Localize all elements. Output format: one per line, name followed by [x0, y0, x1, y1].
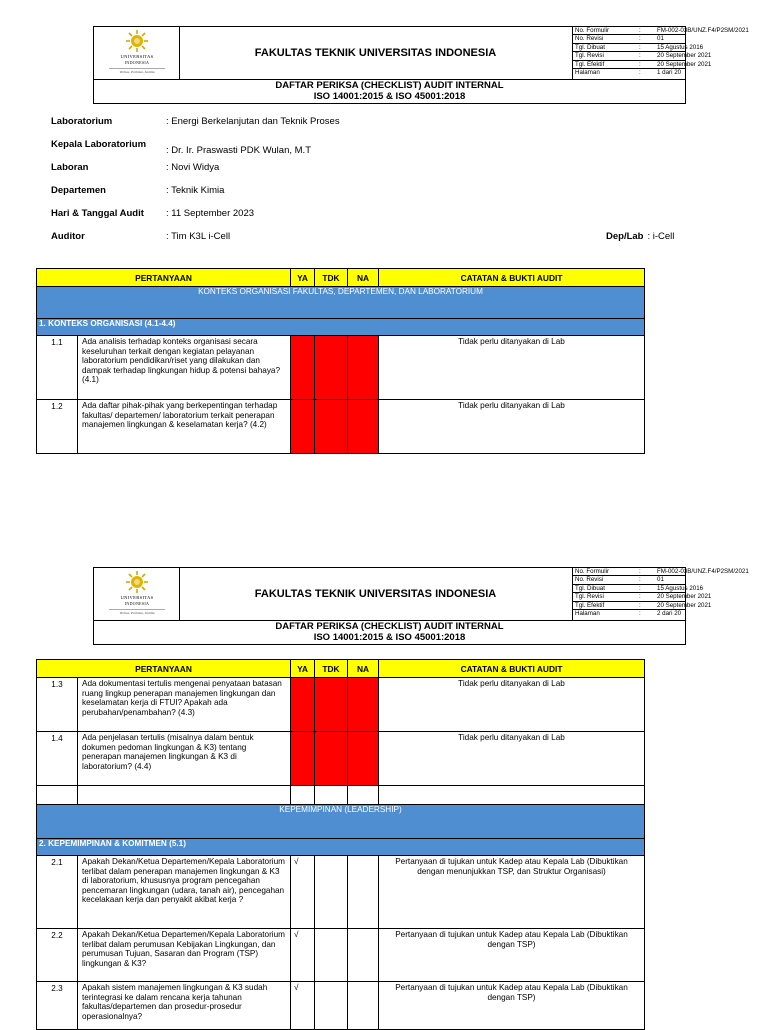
info-value: : Energi Berkelanjutan dan Teknik Proses — [166, 116, 340, 127]
meta-row: Tgl. Efektif : 20 September 2021 — [575, 60, 712, 68]
col-ya: YA — [291, 269, 315, 287]
col-catatan: CATATAN & BUKTI AUDIT — [379, 660, 645, 678]
question-text: Apakah Dekan/Ketua Departemen/Kepala Laboratorium terlibat dalam penerapan manajemen lingkungan & K3 di laboratorium, khususnya program pencegahan pencemaran lingkungan (udara, tanah air), pencegahan kecelakaan kerja dan penyakit akibat kerja ? — [78, 856, 291, 929]
col-tdk: TDK — [315, 269, 348, 287]
na-cell[interactable] — [348, 929, 379, 982]
tdk-cell[interactable] — [315, 336, 348, 400]
meta-row: Tgl. Dibuat : 15 Agustus 2016 — [575, 43, 704, 51]
logo-motto: Veritas, Probitas, Iustitia — [109, 609, 165, 615]
meta-row: Tgl. Dibuat : 15 Agustus 2016 — [575, 584, 704, 592]
meta-row: Tgl. Revisi : 20 September 2021 — [575, 52, 712, 60]
na-cell[interactable] — [348, 336, 379, 400]
audit-note[interactable]: Pertanyaan di tujukan untuk Kadep atau Kepala Lab (Dibuktikan dengan TSP) — [379, 982, 645, 1030]
meta-row: No. Revisi : 01 — [573, 576, 686, 584]
logo-text-line-1: UNIVERSITAS — [120, 595, 154, 600]
col-na: NA — [348, 269, 379, 287]
meta-row: No. Formulir : FM-002-03B/UNZ.F4/P2SM/2021 — [575, 27, 749, 34]
question-text: Ada penjelasan tertulis (misalnya dalam bentuk dokumen pedoman lingkungan & K3) tentang penerapan manajemen lingkungan & K3 di laboratorium? (4.4) — [78, 732, 291, 786]
info-label: Laboran — [51, 162, 89, 173]
ya-cell[interactable] — [291, 678, 315, 732]
meta-row: Tgl. Efektif : 20 September 2021 — [575, 601, 712, 609]
checklist-title-line-1: DAFTAR PERIKSA (CHECKLIST) AUDIT INTERNAL — [275, 80, 504, 91]
table-row — [37, 982, 645, 1030]
info-label: Hari & Tanggal Audit — [51, 208, 144, 219]
checklist-title-line-1: DAFTAR PERIKSA (CHECKLIST) AUDIT INTERNAL — [275, 621, 504, 632]
question-text: Ada daftar pihak-pihak yang berkepentingan terhadap fakultas/ departemen/ laboratorium terkait penerapan manajemen lingkungan & keselamatan kerja? (4.2) — [78, 400, 291, 454]
form-header-page-1 — [93, 26, 749, 104]
info-value: : Dr. Ir. Praswasti PDK Wulan, M.T — [166, 145, 311, 156]
tdk-cell[interactable] — [315, 929, 348, 982]
tdk-cell[interactable] — [315, 732, 348, 786]
table-row — [37, 336, 645, 400]
table-row — [37, 732, 645, 786]
col-pertanyaan: PERTANYAAN — [37, 660, 291, 678]
section-band: KONTEKS ORGANISASI FAKULTAS, DEPARTEMEN, DAN LABORATORIUM — [37, 287, 645, 319]
ya-check-mark[interactable]: √ — [291, 929, 315, 982]
info-label: Kepala Laboratorium — [51, 139, 147, 150]
empty-row — [37, 786, 645, 805]
table-row — [37, 678, 645, 732]
table-row — [37, 929, 645, 982]
na-cell[interactable] — [348, 856, 379, 929]
checklist-title-line-2: ISO 14001:2015 & ISO 45001:2018 — [313, 91, 466, 102]
audit-note[interactable]: Tidak perlu ditanyakan di Lab — [379, 732, 645, 786]
ya-check-mark[interactable]: √ — [291, 982, 315, 1030]
audit-note[interactable]: Pertanyaan di tujukan untuk Kadep atau Kepala Lab (Dibuktikan dengan menunjukkan TSP, dan Struktur Organisasi) — [379, 856, 645, 929]
table-row — [37, 400, 645, 454]
dep-lab-value: : i-Cell — [647, 231, 675, 242]
university-logo — [109, 30, 165, 76]
info-value: : Novi Widya — [166, 162, 220, 173]
dep-lab-label: Dep/Lab — [606, 231, 644, 242]
table-header-row — [37, 660, 645, 678]
question-text: Apakah Dekan/Ketua Departemen/Kepala Laboratorium terlibat dalam perumusan Kebijakan Lingkungan, dan perumusan Tujuan, Sasaran dan Program (TSP) lingkungan & K3? — [78, 929, 291, 982]
row-number: 1.4 — [37, 732, 78, 786]
makara-logo-icon — [123, 571, 151, 593]
ya-cell[interactable] — [291, 400, 315, 454]
logo-motto: Veritas, Probitas, Iustitia — [109, 68, 165, 74]
info-value: : 11 September 2023 — [166, 208, 255, 219]
checklist-title-line-2: ISO 14001:2015 & ISO 45001:2018 — [313, 632, 466, 643]
section-band: KEPEMIMPINAN (LEADERSHIP) — [37, 805, 645, 839]
dep-lab — [606, 231, 674, 242]
col-tdk: TDK — [315, 660, 348, 678]
audit-note[interactable]: Tidak perlu ditanyakan di Lab — [379, 678, 645, 732]
meta-row: Tgl. Revisi : 20 September 2021 — [575, 593, 712, 601]
row-number: 2.1 — [37, 856, 78, 929]
checklist-table-page-2 — [36, 659, 645, 1030]
na-cell[interactable] — [348, 678, 379, 732]
info-label: Auditor — [51, 231, 85, 242]
table-header-row — [37, 269, 645, 287]
document-meta-table — [573, 568, 749, 617]
checklist-title — [94, 620, 685, 644]
ya-cell[interactable] — [291, 336, 315, 400]
col-na: NA — [348, 660, 379, 678]
question-text: Ada analisis terhadap konteks organisasi secara keseluruhan terkait dengan kegiatan pelayanan laboratorium pendidikan/riset yang dilakukan dan dampak terhadap lingkungan hidup & potensi bahaya? (4.1) — [78, 336, 291, 400]
row-number: 2.2 — [37, 929, 78, 982]
question-text: Apakah sistem manajemen lingkungan & K3 sudah terintegrasi ke dalam rencana kerja tahunan fakultas/departemen dan prosedur-prosedur operasionalnya? — [78, 982, 291, 1030]
na-cell[interactable] — [348, 400, 379, 454]
na-cell[interactable] — [348, 732, 379, 786]
faculty-title: FAKULTAS TEKNIK UNIVERSITAS INDONESIA — [179, 568, 573, 620]
checklist-table-page-1 — [36, 268, 645, 454]
meta-row: Halaman : 1 dari 20 — [575, 68, 682, 76]
col-catatan: CATATAN & BUKTI AUDIT — [379, 269, 645, 287]
audit-note[interactable]: Pertanyaan di tujukan untuk Kadep atau Kepala Lab (Dibuktikan dengan TSP) — [379, 929, 645, 982]
row-number: 2.3 — [37, 982, 78, 1030]
ya-cell[interactable] — [291, 732, 315, 786]
tdk-cell[interactable] — [315, 400, 348, 454]
tdk-cell[interactable] — [315, 856, 348, 929]
table-row — [37, 856, 645, 929]
info-value: : Tim K3L i-Cell — [166, 231, 231, 242]
ya-check-mark[interactable]: √ — [291, 856, 315, 929]
subsection-band: 1. KONTEKS ORGANISASI (4.1-4.4) — [37, 319, 645, 336]
meta-row: Halaman : 2 dari 20 — [575, 609, 682, 617]
faculty-title: FAKULTAS TEKNIK UNIVERSITAS INDONESIA — [179, 27, 573, 79]
subsection-band: 2. KEPEMIMPINAN & KOMITMEN (5.1) — [37, 839, 645, 856]
document-meta-table — [573, 27, 749, 76]
checklist-title — [94, 79, 685, 103]
logo-text-line-2: INDONESIA — [124, 60, 150, 65]
logo-cell — [94, 568, 180, 620]
audit-note[interactable]: Tidak perlu ditanyakan di Lab — [379, 336, 645, 400]
form-header-top — [94, 27, 749, 80]
logo-text-line-1: UNIVERSITAS — [120, 54, 154, 59]
na-cell[interactable] — [348, 982, 379, 1030]
col-ya: YA — [291, 660, 315, 678]
tdk-cell[interactable] — [315, 982, 348, 1030]
makara-logo-icon — [123, 30, 151, 52]
form-header-page-2 — [93, 567, 749, 645]
form-header-top — [94, 568, 749, 621]
info-label: Departemen — [51, 185, 106, 196]
row-number: 1.3 — [37, 678, 78, 732]
logo-cell — [94, 27, 180, 79]
meta-row: No. Formulir : FM-002-03B/UNZ.F4/P2SM/2021 — [575, 568, 749, 575]
meta-row: No. Revisi : 01 — [573, 35, 686, 43]
col-pertanyaan: PERTANYAAN — [37, 269, 291, 287]
question-text: Ada dokumentasi tertulis mengenai penyataan batasan ruang lingkup penerapan manajemen lingkungan dan keselamatan kerja di FTUI? Apakah ada perubahan/penambahan? (4.3) — [78, 678, 291, 732]
info-label: Laboratorium — [51, 116, 113, 127]
tdk-cell[interactable] — [315, 678, 348, 732]
info-value: : Teknik Kimia — [166, 185, 225, 196]
audit-note[interactable]: Tidak perlu ditanyakan di Lab — [379, 400, 645, 454]
row-number: 1.2 — [37, 400, 78, 454]
logo-text-line-2: INDONESIA — [124, 601, 150, 606]
row-number: 1.1 — [37, 336, 78, 400]
university-logo — [109, 571, 165, 617]
